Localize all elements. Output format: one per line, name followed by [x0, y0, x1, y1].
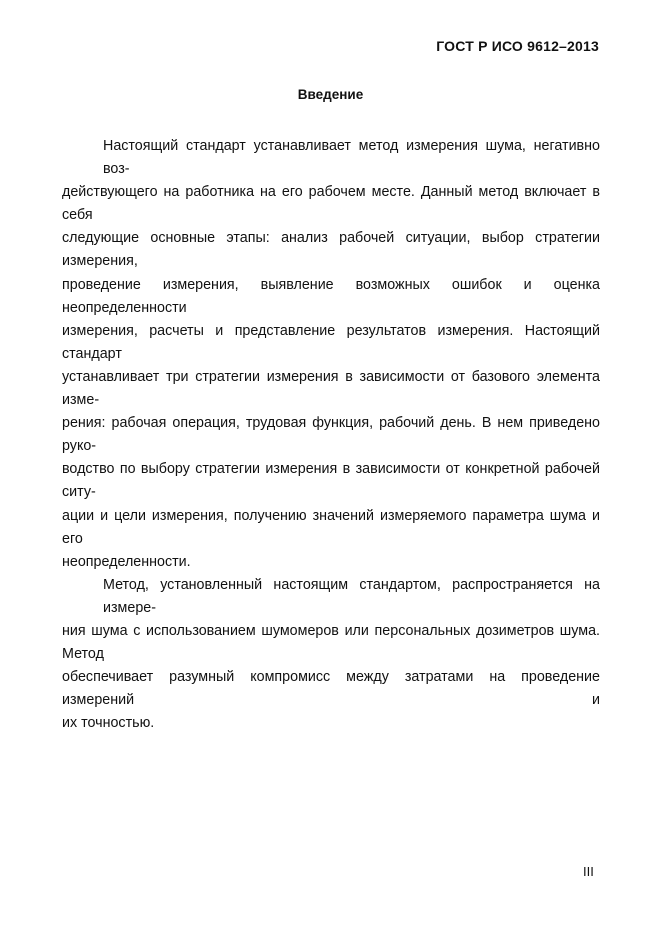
paragraph-line: Настоящий стандарт устанавливает метод измерения шума, негативно воз-	[103, 138, 600, 178]
section-title: Введение	[297, 87, 364, 102]
paragraph-line: устанавливает три стратегии измерения в зависимости от базового элемента изме-	[62, 368, 600, 409]
paragraph-line: неопределенности.	[62, 553, 191, 570]
standard-id-header: ГОСТ Р ИСО 9612–2013	[436, 38, 599, 54]
paragraph-line: рения: рабочая операция, трудовая функция, рабочий день. В нем приведено руко-	[62, 415, 600, 455]
paragraph-line: ации и цели измерения, получению значений измеряемого параметра шума и его	[62, 507, 600, 547]
paragraph-1	[62, 135, 600, 574]
paragraph-2	[62, 574, 600, 736]
paragraph-line: обеспечивает разумный компромисс между затратами на проведение измерений и	[62, 669, 600, 709]
paragraph-line: их точностью.	[62, 715, 155, 732]
paragraph-line: проведение измерения, выявление возможных ошибок и оценка неопределенности	[62, 276, 600, 316]
body-text	[62, 135, 600, 735]
paragraph-line: ния шума с использованием шумомеров или персональных дозиметров шума. Метод	[62, 622, 600, 663]
paragraph-line: измерения, расчеты и представление результатов измерения. Настоящий стандарт	[62, 322, 600, 362]
page-number: III	[583, 864, 594, 879]
paragraph-line: действующего на работника на его рабочем месте. Данный метод включает в себя	[62, 184, 600, 224]
paragraph-line: водство по выбору стратегии измерения в зависимости от конкретной рабочей ситу-	[62, 461, 600, 501]
paragraph-line: следующие основные этапы: анализ рабочей ситуации, выбор стратегии измерения,	[62, 230, 600, 270]
paragraph-line: Метод, установленный настоящим стандартом, распространяется на измере-	[103, 576, 600, 616]
